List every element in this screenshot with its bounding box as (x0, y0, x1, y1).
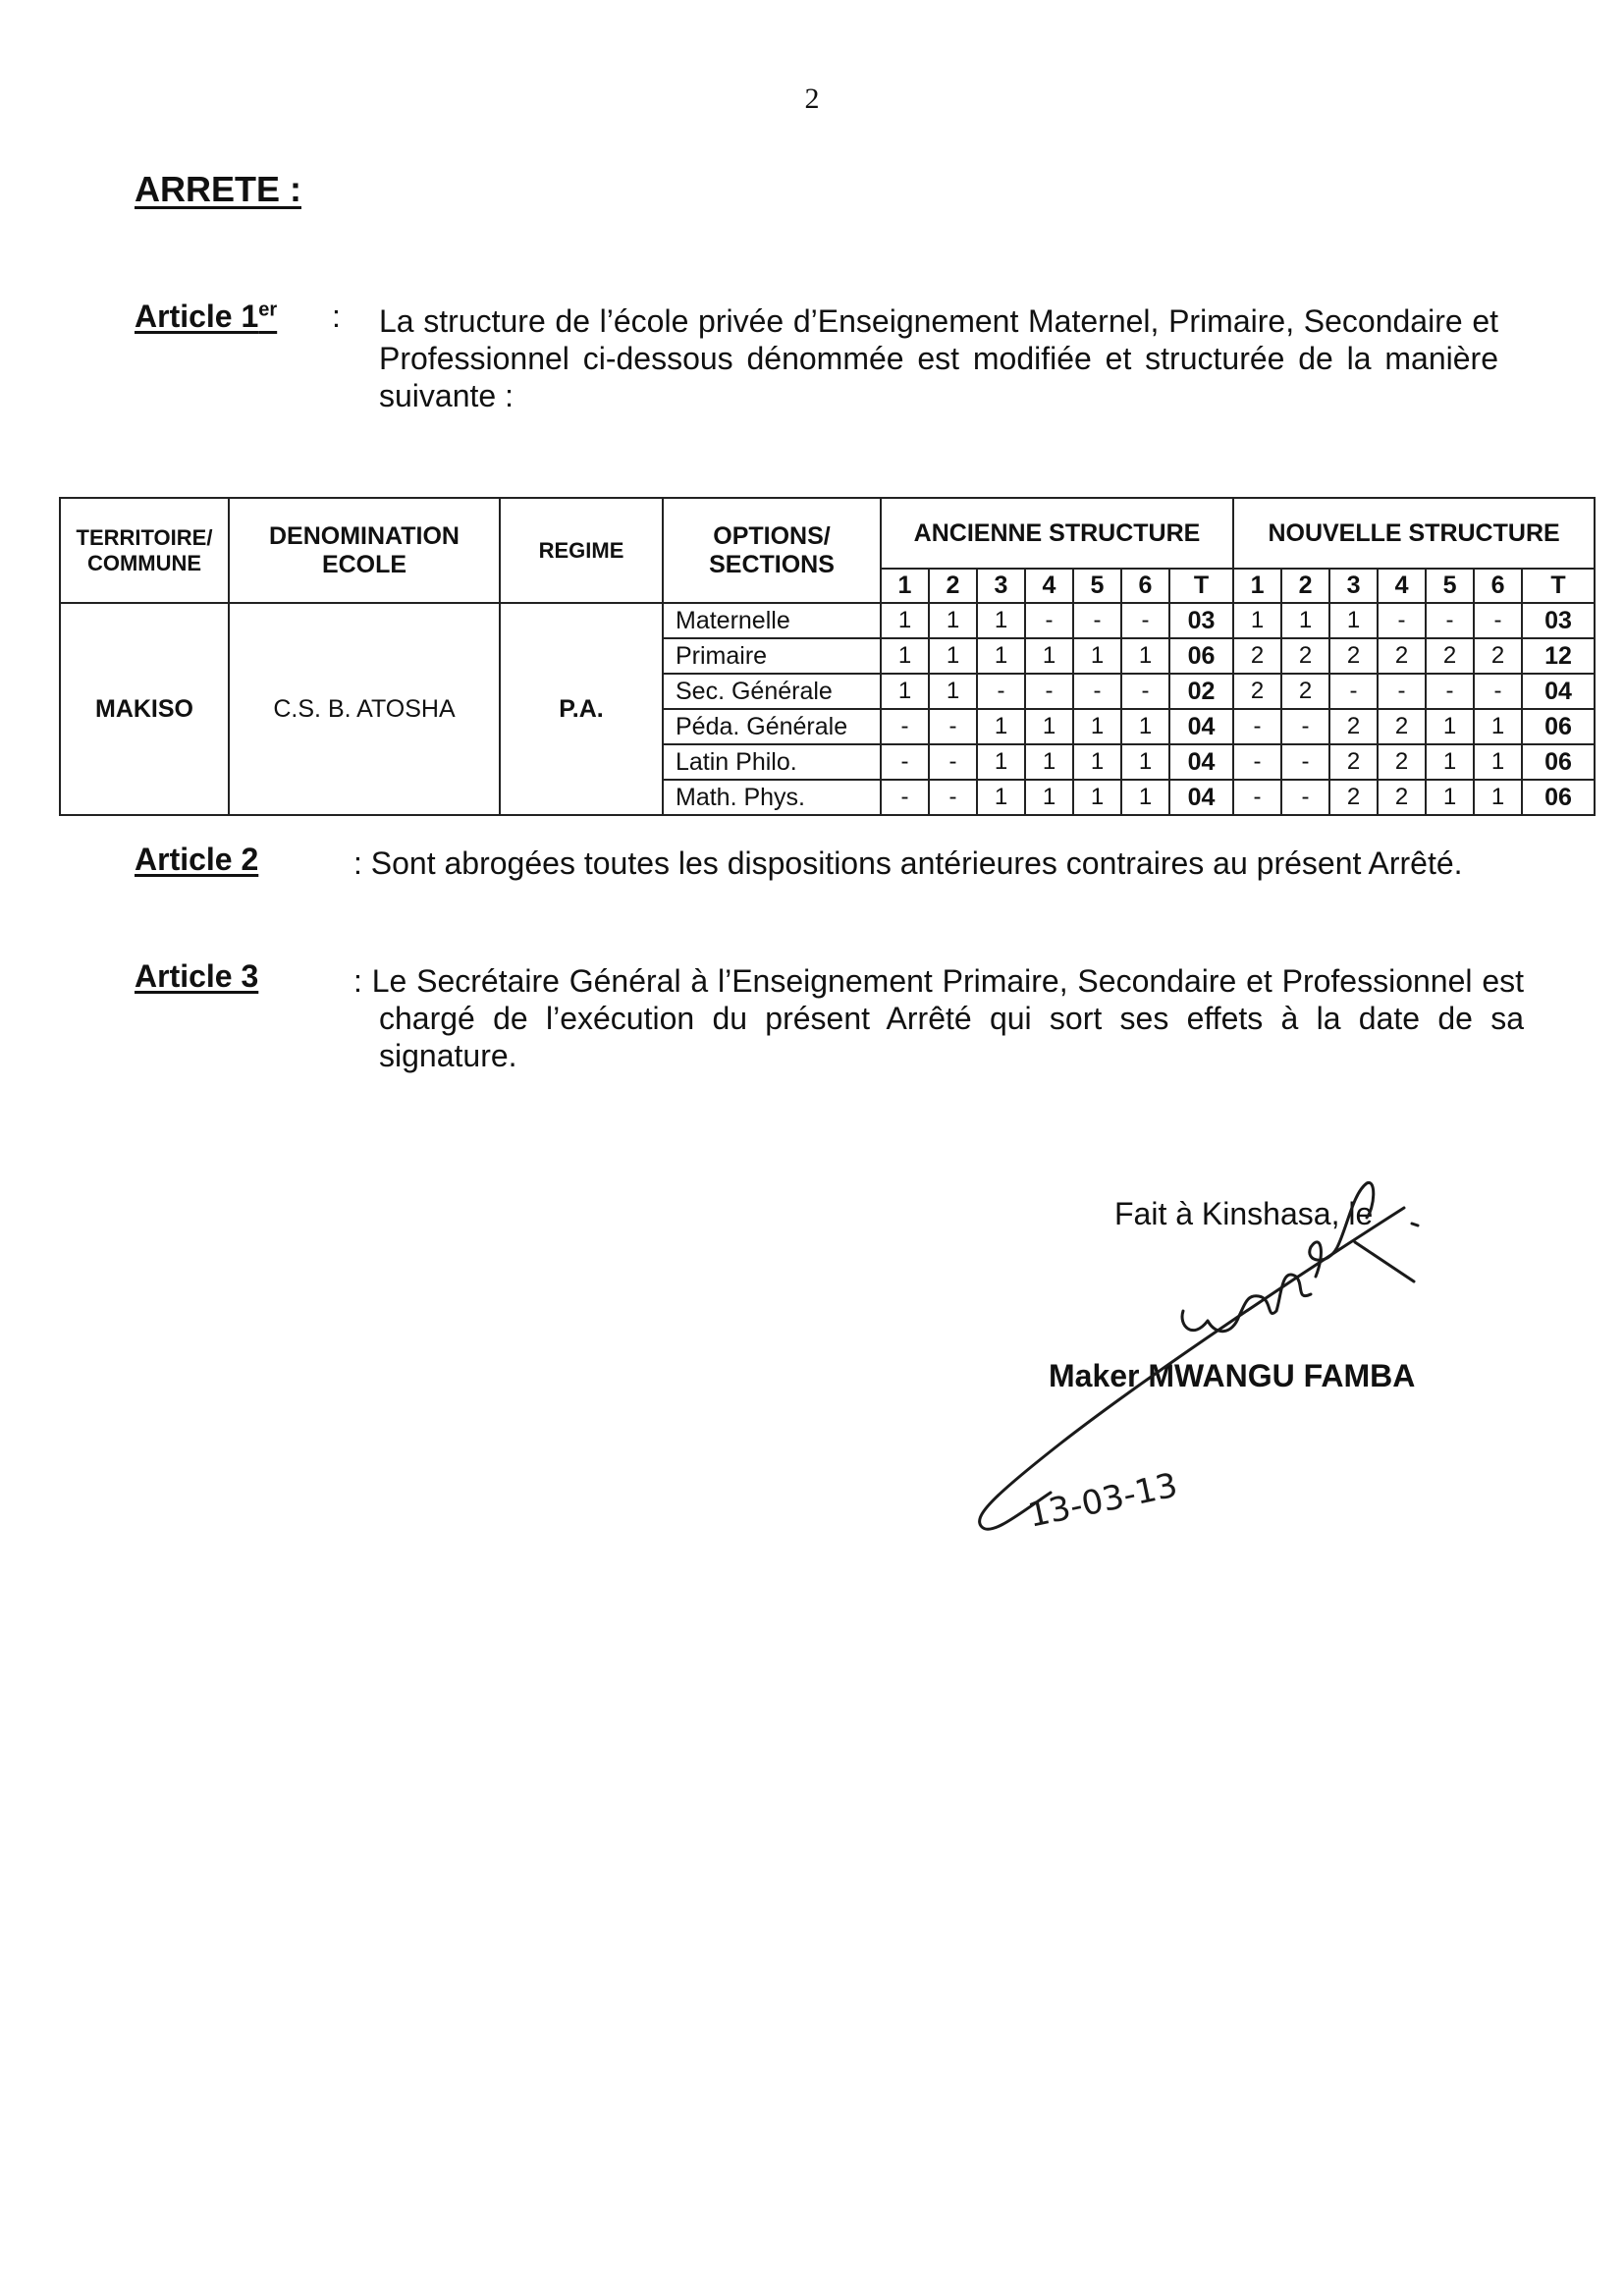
ancienne-year-6-cell: - (1121, 674, 1169, 709)
header-col-total: T (1522, 569, 1595, 603)
ancienne-year-5-cell: 1 (1073, 709, 1121, 744)
nouvelle-year-4-cell: 2 (1378, 780, 1426, 815)
table-row (60, 603, 1595, 638)
article-1-label-text: Article 1er (135, 299, 278, 334)
ancienne-total-cell: 02 (1169, 674, 1233, 709)
ancienne-year-1-cell: 1 (881, 674, 929, 709)
nouvelle-year-1-cell: - (1233, 780, 1281, 815)
article-3-label (135, 958, 258, 995)
ancienne-year-1-cell: 1 (881, 638, 929, 674)
nouvelle-total-cell: 06 (1522, 780, 1595, 815)
option-cell: Latin Philo. (663, 744, 881, 780)
header-denomination: DENOMINATION ECOLE (229, 498, 500, 603)
nouvelle-year-5-cell: - (1426, 674, 1474, 709)
ancienne-year-2-cell: 1 (929, 638, 977, 674)
header-col-5: 5 (1073, 569, 1121, 603)
school-structure-table (59, 497, 1596, 816)
nouvelle-total-cell: 06 (1522, 744, 1595, 780)
option-cell: Maternelle (663, 603, 881, 638)
ancienne-year-1-cell: - (881, 744, 929, 780)
header-col-total: T (1169, 569, 1233, 603)
nouvelle-total-cell: 06 (1522, 709, 1595, 744)
decree-heading: ARRETE : (135, 169, 301, 209)
nouvelle-year-1-cell: - (1233, 744, 1281, 780)
nouvelle-year-4-cell: - (1378, 603, 1426, 638)
article-2-label (135, 842, 258, 878)
signatory-name: Maker MWANGU FAMBA (1049, 1358, 1416, 1393)
nouvelle-year-1-cell: 2 (1233, 674, 1281, 709)
article-1-colon: : (332, 299, 341, 334)
ancienne-year-4-cell: 1 (1025, 780, 1073, 815)
ancienne-year-4-cell: - (1025, 674, 1073, 709)
header-col-3: 3 (1329, 569, 1378, 603)
nouvelle-year-6-cell: 1 (1474, 744, 1522, 780)
header-ancienne-structure: ANCIENNE STRUCTURE (881, 498, 1233, 569)
option-cell: Math. Phys. (663, 780, 881, 815)
option-cell: Péda. Générale (663, 709, 881, 744)
handwritten-date: 13-03-13 (1024, 1465, 1181, 1536)
option-cell: Primaire (663, 638, 881, 674)
header-col-3: 3 (977, 569, 1025, 603)
nouvelle-year-6-cell: 1 (1474, 709, 1522, 744)
nouvelle-year-6-cell: - (1474, 603, 1522, 638)
nouvelle-year-6-cell: 1 (1474, 780, 1522, 815)
ancienne-year-3-cell: 1 (977, 638, 1025, 674)
table-body (60, 603, 1595, 815)
nouvelle-year-6-cell: 2 (1474, 638, 1522, 674)
nouvelle-year-3-cell: 2 (1329, 780, 1378, 815)
ancienne-total-cell: 04 (1169, 709, 1233, 744)
nouvelle-year-2-cell: - (1281, 780, 1329, 815)
ancienne-year-1-cell: 1 (881, 603, 929, 638)
ancienne-year-5-cell: - (1073, 674, 1121, 709)
ancienne-year-2-cell: - (929, 780, 977, 815)
ancienne-year-3-cell: - (977, 674, 1025, 709)
header-col-1: 1 (1233, 569, 1281, 603)
header-col-6: 6 (1121, 569, 1169, 603)
nouvelle-year-2-cell: 2 (1281, 674, 1329, 709)
ancienne-year-2-cell: 1 (929, 603, 977, 638)
ecole-cell: C.S. B. ATOSHA (229, 603, 500, 815)
ancienne-year-5-cell: 1 (1073, 638, 1121, 674)
nouvelle-year-3-cell: 2 (1329, 638, 1378, 674)
ancienne-year-1-cell: - (881, 709, 929, 744)
ancienne-year-4-cell: 1 (1025, 709, 1073, 744)
option-cell: Sec. Générale (663, 674, 881, 709)
ancienne-year-6-cell: 1 (1121, 744, 1169, 780)
ancienne-year-6-cell: - (1121, 603, 1169, 638)
nouvelle-year-3-cell: 1 (1329, 603, 1378, 638)
ancienne-year-2-cell: - (929, 709, 977, 744)
article-3-text: : Le Secrétaire Général à l’Enseignement Primaire, Secondaire et Professionnel est chargé de l’exécution du présent Arrêté qui sort ses effets à la date de sa signature. (353, 963, 1524, 1073)
header-col-5: 5 (1426, 569, 1474, 603)
nouvelle-year-6-cell: - (1474, 674, 1522, 709)
nouvelle-year-2-cell: - (1281, 709, 1329, 744)
article-1-text: La structure de l’école privée d’Enseignement Maternel, Primaire, Secondaire et Professionnel ci-dessous dénommée est modifiée et structurée de la manière suivante : (379, 303, 1498, 413)
territoire-cell: MAKISO (60, 603, 229, 815)
ancienne-year-2-cell: - (929, 744, 977, 780)
article-1-label (135, 299, 277, 335)
nouvelle-year-3-cell: 2 (1329, 744, 1378, 780)
nouvelle-total-cell: 04 (1522, 674, 1595, 709)
ancienne-year-4-cell: 1 (1025, 744, 1073, 780)
nouvelle-year-1-cell: 2 (1233, 638, 1281, 674)
header-col-2: 2 (929, 569, 977, 603)
header-nouvelle-structure: NOUVELLE STRUCTURE (1233, 498, 1595, 569)
header-col-4: 4 (1025, 569, 1073, 603)
ancienne-year-4-cell: - (1025, 603, 1073, 638)
ancienne-total-cell: 04 (1169, 780, 1233, 815)
nouvelle-year-3-cell: 2 (1329, 709, 1378, 744)
page-number: 2 (804, 82, 820, 115)
nouvelle-year-5-cell: 1 (1426, 709, 1474, 744)
nouvelle-year-1-cell: 1 (1233, 603, 1281, 638)
nouvelle-year-2-cell: 1 (1281, 603, 1329, 638)
ancienne-year-3-cell: 1 (977, 780, 1025, 815)
ancienne-year-6-cell: 1 (1121, 638, 1169, 674)
nouvelle-year-2-cell: 2 (1281, 638, 1329, 674)
ancienne-year-1-cell: - (881, 780, 929, 815)
ancienne-year-3-cell: 1 (977, 603, 1025, 638)
header-col-1: 1 (881, 569, 929, 603)
ancienne-year-5-cell: 1 (1073, 744, 1121, 780)
signature-place: Fait à Kinshasa, le (1114, 1196, 1374, 1231)
nouvelle-year-5-cell: 2 (1426, 638, 1474, 674)
nouvelle-year-1-cell: - (1233, 709, 1281, 744)
ancienne-year-3-cell: 1 (977, 709, 1025, 744)
ancienne-year-3-cell: 1 (977, 744, 1025, 780)
header-regime: REGIME (500, 498, 663, 603)
nouvelle-year-3-cell: - (1329, 674, 1378, 709)
nouvelle-total-cell: 03 (1522, 603, 1595, 638)
nouvelle-year-4-cell: 2 (1378, 638, 1426, 674)
ancienne-total-cell: 06 (1169, 638, 1233, 674)
header-col-6: 6 (1474, 569, 1522, 603)
header-options: OPTIONS/ SECTIONS (663, 498, 881, 603)
ancienne-total-cell: 04 (1169, 744, 1233, 780)
header-col-4: 4 (1378, 569, 1426, 603)
signature-scribble (1182, 1275, 1311, 1332)
article-3-label-text: Article 3 (135, 958, 259, 994)
nouvelle-year-4-cell: - (1378, 674, 1426, 709)
signature-dot (1412, 1224, 1418, 1226)
nouvelle-year-5-cell: 1 (1426, 780, 1474, 815)
nouvelle-year-5-cell: 1 (1426, 744, 1474, 780)
nouvelle-total-cell: 12 (1522, 638, 1595, 674)
nouvelle-year-4-cell: 2 (1378, 709, 1426, 744)
signature-stroke (1355, 1242, 1414, 1281)
ancienne-year-4-cell: 1 (1025, 638, 1073, 674)
nouvelle-year-4-cell: 2 (1378, 744, 1426, 780)
ancienne-year-6-cell: 1 (1121, 780, 1169, 815)
ancienne-total-cell: 03 (1169, 603, 1233, 638)
ancienne-year-5-cell: - (1073, 603, 1121, 638)
nouvelle-year-2-cell: - (1281, 744, 1329, 780)
nouvelle-year-5-cell: - (1426, 603, 1474, 638)
ancienne-year-5-cell: 1 (1073, 780, 1121, 815)
article-2-text: : Sont abrogées toutes les dispositions antérieures contraires au présent Arrêté. (353, 845, 1463, 881)
ancienne-year-2-cell: 1 (929, 674, 977, 709)
regime-cell: P.A. (500, 603, 663, 815)
ancienne-year-6-cell: 1 (1121, 709, 1169, 744)
header-territoire: TERRITOIRE/ COMMUNE (60, 498, 229, 603)
article-2-label-text: Article 2 (135, 842, 259, 877)
header-col-2: 2 (1281, 569, 1329, 603)
